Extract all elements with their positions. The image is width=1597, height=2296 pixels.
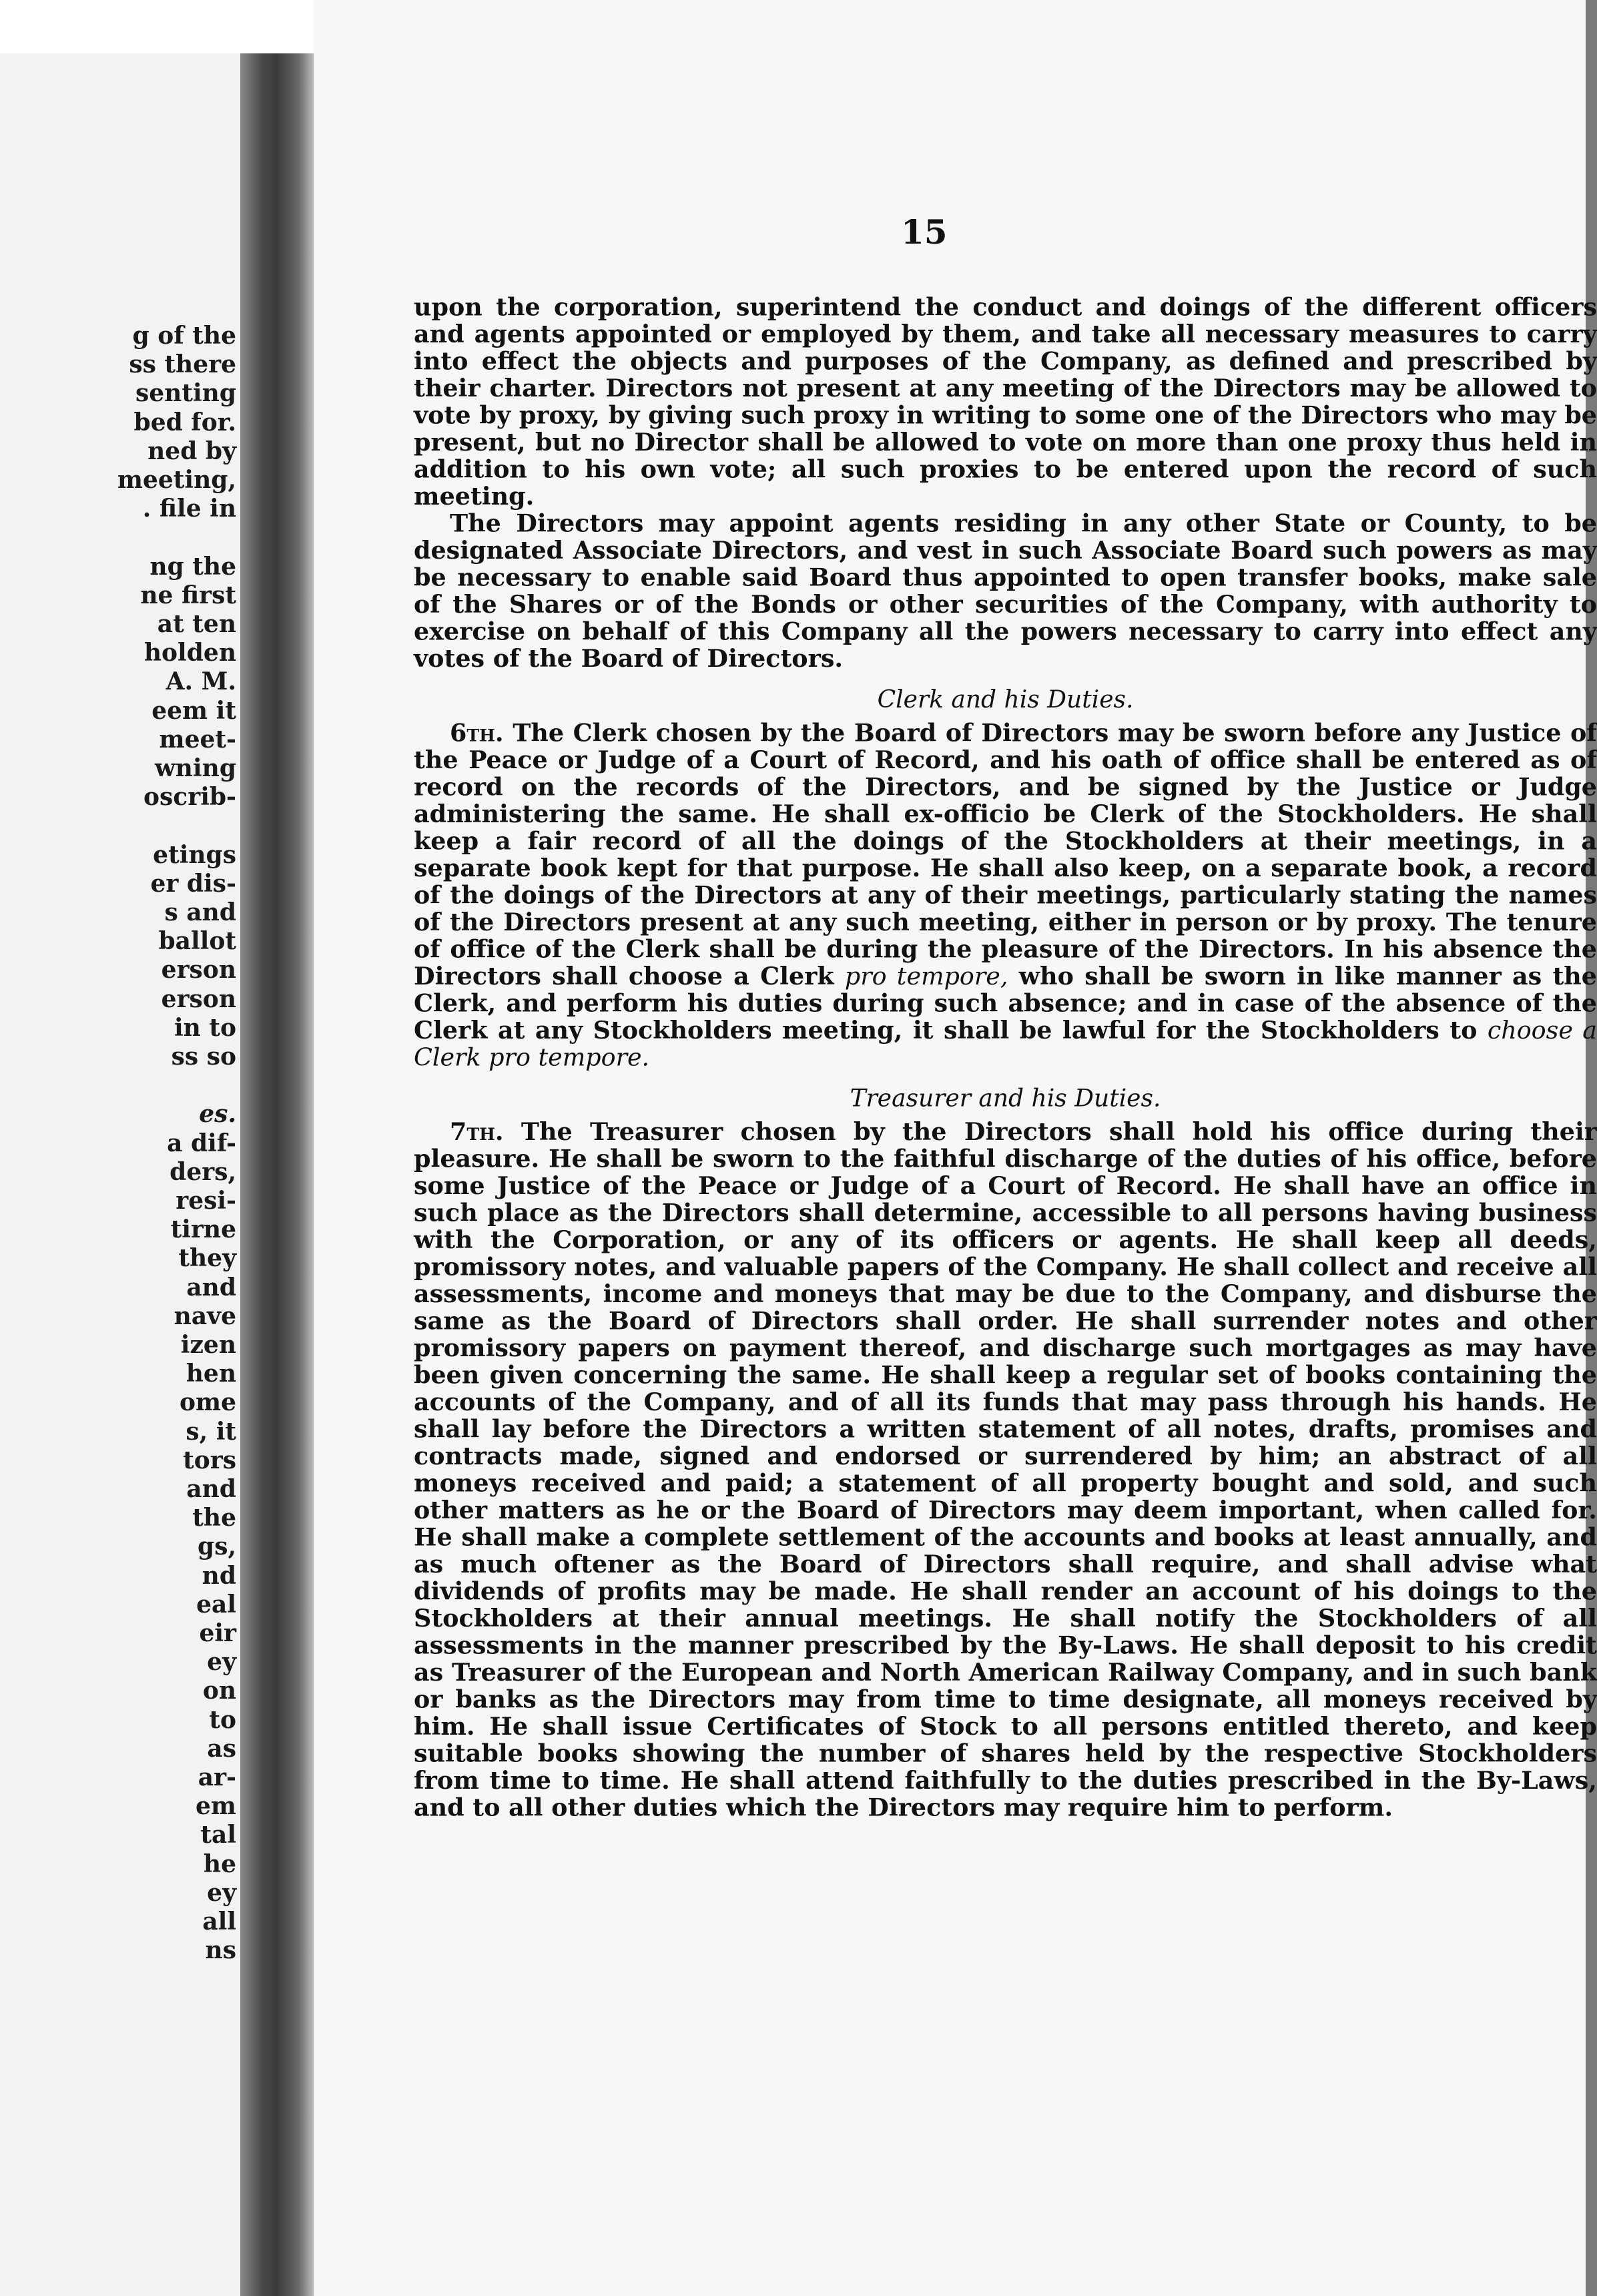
left-page-fragment: the — [192, 1504, 236, 1532]
left-page-fragment: they — [178, 1244, 236, 1273]
left-page-fragment: to — [209, 1705, 236, 1734]
left-page-fragment: tal — [200, 1821, 236, 1849]
current-page — [314, 0, 1597, 2296]
paragraph-clerk — [414, 720, 1597, 1071]
left-page-fragment: at ten — [157, 610, 236, 638]
clerk-text-b: who shall be sworn in like manner as the Clerk, and perform his duties during such absence; and in case of the absence of the Clerk at any Stockholders meeting, it shall be lawful for the Stockholders to — [414, 961, 1597, 1045]
paragraph-treasurer — [414, 1119, 1597, 1821]
left-page-fragment: tirne — [170, 1215, 236, 1244]
clerk-italic-2: choose a Clerk pro tempore. — [414, 1015, 1597, 1072]
left-page-fragment: eir — [199, 1619, 236, 1647]
heading-clerk: Clerk and his Duties. — [877, 685, 1134, 714]
left-page-fragment: nave — [174, 1302, 236, 1330]
left-page-fragment: ng the — [149, 552, 236, 581]
left-page-fragment: nd — [202, 1561, 236, 1590]
left-page-fragment: erson — [161, 956, 236, 984]
section-number-7: 7th. — [450, 1117, 504, 1147]
left-page-fragment: ss there — [129, 350, 236, 379]
left-page-fragment: gs, — [198, 1532, 236, 1561]
left-page-fragment: ey — [207, 1648, 236, 1677]
clerk-text-a: The Clerk chosen by the Board of Directors may be sworn before any Justice of the Peace or Judge of a Court of Record, and his oath of office shall be entered as of record on the records of the Directors, and be signed by the Justice or Judge administering the same. He shall ex-officio be Clerk of the Stockholders. He shall keep a fair record of all the doings of the Stockholders at their meetings, in a separate book kept for that purpose. He shall also keep, on a separate book, a record of the doings of the Directors at any of their meetings, particularly stating the names of the Directors present at any such meeting, either in person or by proxy. The tenure of office of the Clerk shall be during the pleasure of the Directors. In his absence the Directors shall choose a Clerk — [414, 718, 1597, 990]
left-page-fragment: as — [207, 1734, 236, 1763]
left-page-fragment: er dis- — [150, 869, 236, 898]
left-page-fragment: all — [202, 1908, 236, 1936]
left-page-fragment: oscrib- — [143, 783, 236, 812]
left-page-fragment: ss so — [171, 1043, 236, 1071]
left-page-fragment: eem it — [151, 696, 236, 725]
left-page-fragment: holden — [143, 639, 236, 667]
previous-page — [0, 53, 240, 2296]
top-margin — [0, 0, 314, 53]
left-page-fragment: etings — [153, 840, 236, 869]
left-page-fragment: ballot — [158, 927, 236, 956]
left-page-fragment: ar- — [198, 1763, 236, 1791]
left-page-fragment: A. M. — [166, 667, 236, 696]
left-page-fragment: and — [186, 1475, 236, 1503]
left-page-fragment: s, it — [186, 1417, 236, 1446]
page-body — [414, 294, 1597, 1821]
paragraph-associate-directors: The Directors may appoint agents residing in any other State or County, to be designated Associate Directors, and vest in such Associate Board such powers as may be necessary to enable said Board thus appointed to open transfer books, make sale of the Shares or of the Bonds or other securities of the Company, with authority to exercise on behalf of this Company all the powers necessary to carry into effect any votes of the Board of Directors. — [414, 509, 1597, 673]
left-page-fragment: hen — [186, 1360, 236, 1388]
left-page-fragment: in to — [174, 1013, 236, 1042]
left-page-fragment: eal — [196, 1590, 236, 1619]
left-page-fragment: meeting, — [117, 466, 236, 494]
left-page-fragment: ned by — [147, 437, 236, 465]
heading-treasurer: Treasurer and his Duties. — [850, 1085, 1161, 1113]
left-page-fragment: s and — [164, 898, 236, 926]
paragraph-directors-duties: upon the corporation, superintend the conduct and doings of the different officers and agents appointed or employed by them, and take all necessary measures to carry into effect the objects and purposes of the Company, as defined and prescribed by their charter. Directors not present at any meeting of the Directors may be allowed to vote by proxy, by giving such proxy in writing to some one of the Directors who may be present, but no Director shall be allowed to vote on more than one proxy thus held in addition to his own vote; all such proxies to be entered upon the record of such meeting. — [414, 292, 1597, 511]
left-page-fragment: a dif- — [167, 1129, 236, 1157]
left-page-fragment: ne first — [140, 581, 236, 609]
left-page-fragment: on — [202, 1677, 236, 1705]
clerk-italic-1: pro tempore, — [844, 961, 1008, 990]
left-page-fragment: ns — [205, 1936, 236, 1965]
left-page-fragment: he — [203, 1849, 236, 1878]
left-page-fragment: meet- — [159, 725, 236, 754]
page-number: 15 — [901, 212, 948, 252]
left-page-fragment: bed for. — [133, 408, 236, 437]
left-page-fragment: wning — [154, 754, 236, 782]
left-page-fragment: izen — [180, 1331, 236, 1359]
left-page-fragment: es. — [199, 1100, 236, 1129]
left-page-fragment: g of the — [132, 322, 236, 350]
left-page-fragment: tors — [183, 1446, 236, 1474]
left-page-fragment: . file in — [142, 495, 236, 523]
left-page-fragment: em — [196, 1792, 236, 1821]
left-page-fragment: resi- — [176, 1187, 236, 1215]
left-page-fragment: erson — [161, 984, 236, 1013]
left-page-fragment: ders, — [170, 1157, 236, 1186]
left-page-fragment: ey — [207, 1878, 236, 1907]
book-gutter — [240, 53, 314, 2296]
left-page-fragment: ome — [179, 1388, 236, 1417]
left-page-fragment: senting — [135, 379, 236, 408]
left-page-fragment: and — [186, 1273, 236, 1302]
section-number-6: 6th. — [450, 718, 504, 748]
treasurer-text: The Treasurer chosen by the Directors shall hold his office during their pleasure. He shall be sworn to the faithful discharge of the duties of his office, before some Justice of the Peace or Judge of a Court of Record. He shall have an office in such place as the Directors shall determine, accessible to all persons having business with the Corporation, or any of its officers or agents. He shall keep all deeds, promissory notes, and valuable papers of the Company. He shall collect and receive all assessments, income and moneys that may be due to the Company, and disburse the same as the Board of Directors shall order. He shall surrender notes and other promissory papers on payment thereof, and discharge such mortgages as may have been given concerning the same. He shall keep a regular set of books containing the accounts of the Company, and of all its funds that may pass through his hands. He shall lay before the Directors a written statement of all notes, drafts, promises and contracts made, signed and endorsed or surrendered by him; an abstract of all moneys received and paid; a statement of all property bought and sold, and such other matters as he or the Board of Directors may deem important, when called for. He shall make a complete settlement of the accounts and books at least annually, and as much oftener as the Board of Directors shall require, and shall advise what dividends of profits may be made. He shall render an account of his doings to the Stockholders at their annual meetings. He shall notify the Stockholders of all assessments in the manner prescribed by the By-Laws. He shall deposit to his credit as Treasurer of the European and North American Railway Company, and in such bank or banks as the Directors may from time to time designate, all moneys received by him. He shall issue Certificates of Stock to all persons entitled thereto, and keep suitable books showing the number of shares held by the respective Stockholders from time to time. He shall attend faithfully to the duties prescribed in the By-Laws, and to all other duties which the Directors may require him to perform. — [414, 1117, 1597, 1822]
